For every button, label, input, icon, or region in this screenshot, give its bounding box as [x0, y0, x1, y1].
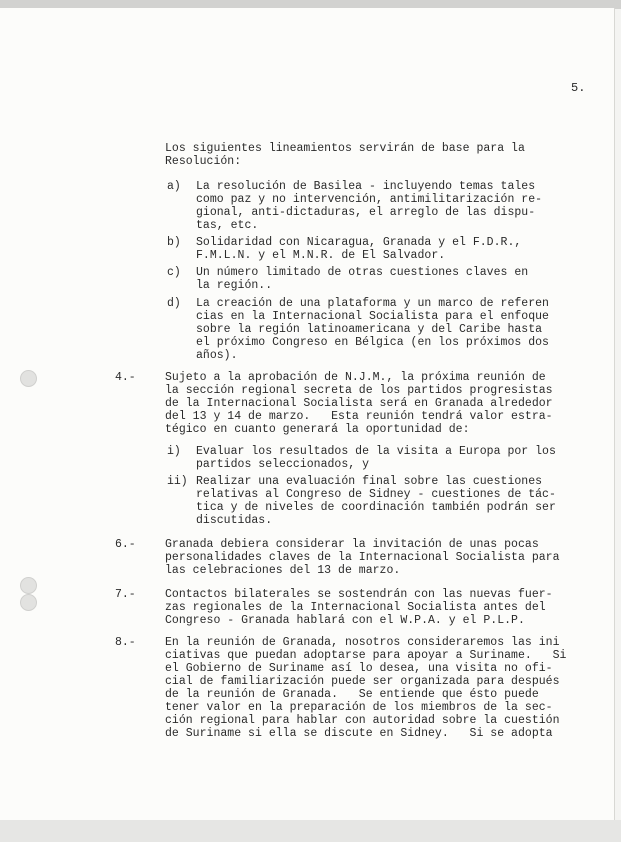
paragraph-line: tégico en cuanto generará la oportunidad de:: [165, 423, 470, 436]
list-item-line: cias en la Internacional Socialista para el enfoque: [196, 310, 549, 323]
paragraph-line: de la Internacional Socialista será en Granada alrededor: [165, 397, 553, 410]
list-item-line: Evaluar los resultados de la visita a Europa por los: [196, 445, 556, 458]
paragraph-line: de Suriname si ella se discute en Sidney. Si se adopta: [165, 727, 553, 740]
section-number: 6.-: [115, 538, 136, 551]
list-item-line: La resolución de Basilea - incluyendo temas tales: [196, 180, 536, 193]
paragraph-line: de la reunión de Granada. Se entiende que ésto puede: [165, 688, 539, 701]
list-item-line: partidos seleccionados, y: [196, 458, 370, 471]
paragraph-line: ciativas que puedan adoptarse para apoyar a Suriname. Si: [165, 649, 567, 662]
paragraph-line: ción regional para hablar con autoridad sobre la cuestión: [165, 714, 560, 727]
section-number: 8.-: [115, 636, 136, 649]
paragraph-line: el Gobierno de Suriname así lo desea, una visita no ofi-: [165, 662, 553, 675]
paragraph-line: cial de familiarización puede ser organizada para después: [165, 675, 560, 688]
list-marker: a): [167, 180, 181, 193]
list-item-line: Un número limitado de otras cuestiones claves en: [196, 266, 529, 279]
list-item-line: tica y de niveles de coordinación también podrán ser: [196, 501, 556, 514]
list-item-line: La creación de una plataforma y un marco de referen: [196, 297, 549, 310]
list-item-line: la región..: [196, 279, 273, 292]
list-item-line: relativas al Congreso de Sidney - cuestiones de tác-: [196, 488, 556, 501]
paragraph-line: Sujeto a la aprobación de N.J.M., la próxima reunión de: [165, 371, 546, 384]
list-marker: d): [167, 297, 181, 310]
paragraph-line: En la reunión de Granada, nosotros consideraremos las ini: [165, 636, 560, 649]
paragraph-line: zas regionales de la Internacional Socialista antes del: [165, 601, 546, 614]
section-number: 7.-: [115, 588, 136, 601]
list-item-line: gional, anti-dictaduras, el arreglo de las dispu-: [196, 206, 536, 219]
punch-hole-bottom: [20, 594, 37, 611]
paragraph-line: Granada debiera considerar la invitación de unas pocas: [165, 538, 539, 551]
paragraph-line: Contactos bilaterales se sostendrán con las nuevas fuer-: [165, 588, 553, 601]
list-item-line: sobre la región latinoamericana y del Caribe hasta: [196, 323, 543, 336]
paragraph-line: del 13 y 14 de marzo. Esta reunión tendrá valor estra-: [165, 410, 553, 423]
list-item-line: el próximo Congreso en Bélgica (en los próximos dos: [196, 336, 549, 349]
list-item-line: F.M.L.N. y el M.N.R. de El Salvador.: [196, 249, 446, 262]
paragraph-line: personalidades claves de la Internacional Socialista para: [165, 551, 560, 564]
list-marker: ii): [167, 475, 188, 488]
list-item-line: como paz y no intervención, antimilitarización re-: [196, 193, 543, 206]
paragraph-line: las celebraciones del 13 de marzo.: [165, 564, 401, 577]
intro-line: Resolución:: [165, 155, 242, 168]
punch-hole-middle: [20, 577, 37, 594]
scan-bottom-edge: [0, 820, 621, 842]
list-item-line: años).: [196, 349, 238, 362]
list-item-line: Solidaridad con Nicaragua, Granada y el F.D.R.,: [196, 236, 522, 249]
paragraph-line: tener valor en la preparación de los miembros de la sec-: [165, 701, 553, 714]
page-number: 5.: [571, 81, 586, 95]
intro-line: Los siguientes lineamientos servirán de base para la: [165, 142, 525, 155]
list-marker: b): [167, 236, 181, 249]
list-marker: i): [167, 445, 181, 458]
section-number: 4.-: [115, 371, 136, 384]
list-item-line: tas, etc.: [196, 219, 259, 232]
punch-hole-top: [20, 370, 37, 387]
list-marker: c): [167, 266, 181, 279]
paragraph-line: Congreso - Granada hablará con el W.P.A. y el P.L.P.: [165, 614, 525, 627]
paragraph-line: la sección regional secreta de los partidos progresistas: [165, 384, 553, 397]
list-item-line: discutidas.: [196, 514, 273, 527]
list-item-line: Realizar una evaluación final sobre las cuestiones: [196, 475, 543, 488]
